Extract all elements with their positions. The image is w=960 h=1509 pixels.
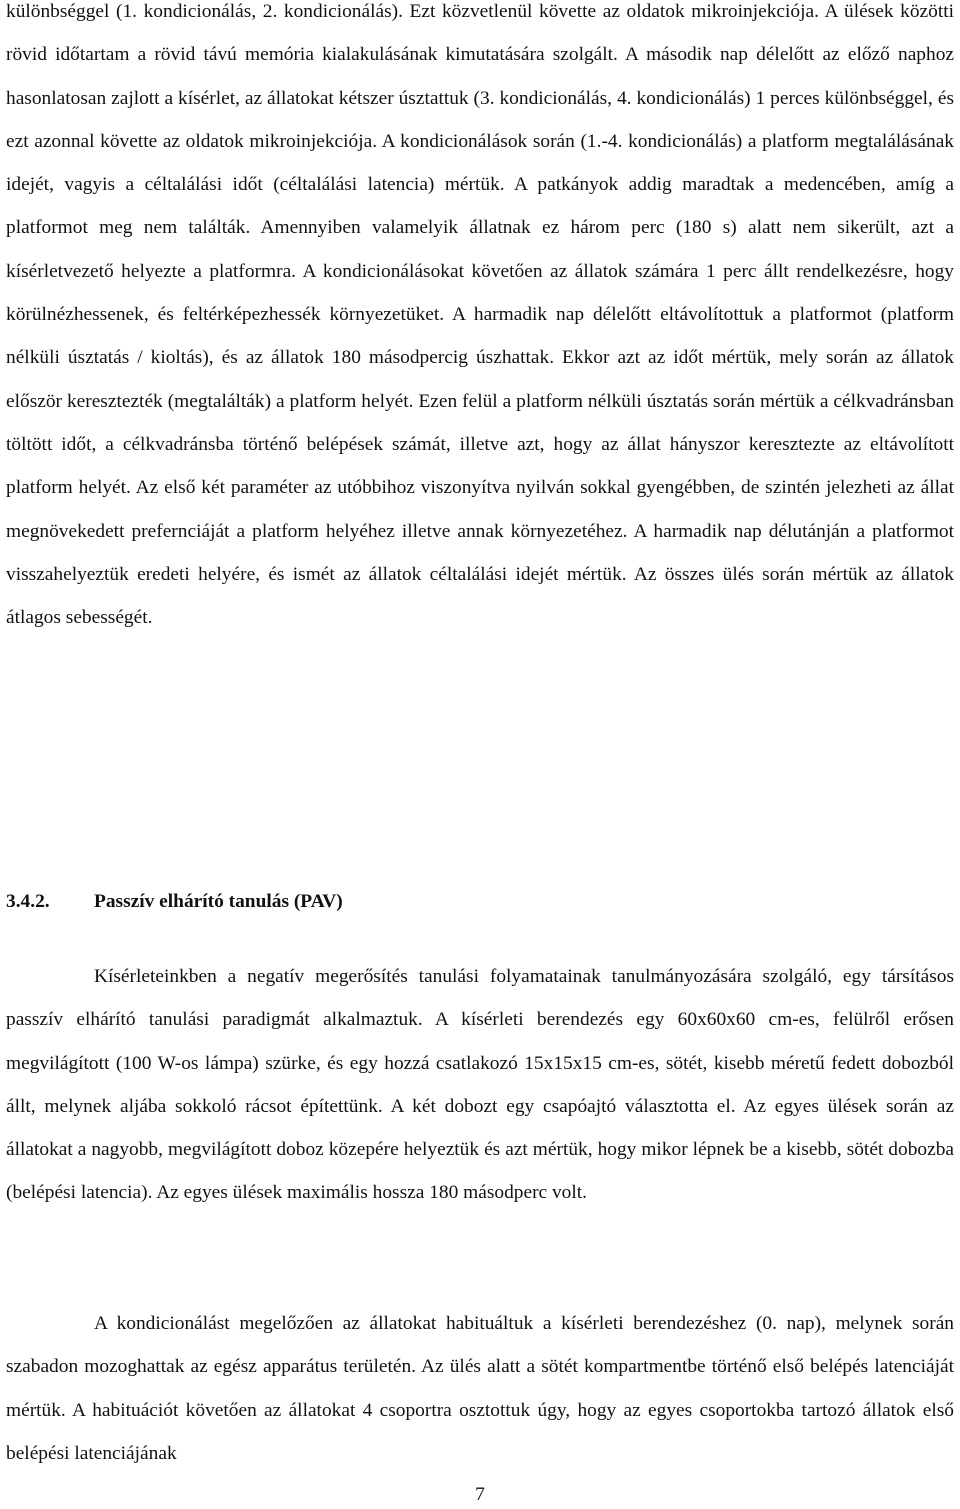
section-heading [6, 880, 343, 923]
body-paragraph: Kísérleteinkben a negatív megerősítés tanulási folyamatainak tanulmányozására szolgáló, egy társításos passzív elhárító tanulási paradigmát alkalmaztuk. A kísérleti berendezés egy 60x60x60 cm-es, felülről erősen megvilágított (100 W-os lámpa) szürke, és egy hozzá csatlakozó 15x15x15 cm-es, sötét, kisebb méretű fedett dobozból állt, melynek aljába sokkoló rácsot építettünk. A két dobozt egy csapóajtó választotta el. Az egyes ülések során az állatokat a nagyobb, megvilágított doboz közepére helyeztük és azt mértük, hogy mikor lépnek be a kisebb, sötét dobozba (belépési latencia). Az egyes ülések maximális hossza 180 másodperc volt. [6, 966, 954, 1204]
section-title: Passzív elhárító tanulás (PAV) [94, 891, 343, 912]
body-paragraph: A kondicionálást megelőzően az állatokat habituáltuk a kísérleti berendezéshez (0. nap), melynek során szabadon mozoghattak az egész apparátus területén. Az ülés alatt a sötét kompartmentbe történő első belépés latenciáját mértük. A habituációt követően az állatokat 4 csoportra osztottuk úgy, hogy az egyes csoportokba tartozó állatok első belépési latenciájának [6, 1313, 954, 1464]
section-number: 3.4.2. [6, 891, 50, 912]
body-paragraph: különbséggel (1. kondicionálás, 2. kondicionálás). Ezt közvetlenül követte az oldatok mikroinjekciója. A ülések közötti rövid időtartam a rövid távú memória kialakulásának kimutatására szolgált. A második nap délelőtt az előző naphoz hasonlatosan zajlott a kísérlet, az állatokat kétszer úsztattuk (3. kondicionálás, 4. kondicionálás) 1 perces különbséggel, és ezt azonnal követte az oldatok mikroinjekciója. A kondicionálások során (1.-4. kondicionálás) a platform megtalálásának idejét, vagyis a céltalálási időt (céltalálási latencia) mértük. A patkányok addig maradtak a medencében, amíg a platformot meg nem találták. Amennyiben valamelyik állatnak ez három perc (180 s) alatt nem sikerült, azt a kísérletvezető helyezte a platformra. A kondicionálásokat követően az állatok számára 1 perc állt rendelkezésre, hogy körülnézhessenek, és feltérképezhessék környezetüket. A harmadik nap délelőtt eltávolítottuk a platformot (platform nélküli úsztatás / kioltás), és az állatok 180 másodpercig úszhattak. Ekkor azt az időt mértük, mely során az állatok először keresztezték (megtalálták) a platform helyét. Ezen felül a platform nélküli úsztatás során mértük a célkvadránsban töltött időt, a célkvadránsba történő belépések számát, illetve azt, hogy az állat hányszor keresztezte az eltávolított platform helyét. Az első két paraméter az utóbbihoz viszonyítva nyilván sokkal gyengébben, de szintén jelezheti az állat megnövekedett prefernciáját a platform helyéhez illetve annak környezetéhez. A harmadik nap délutánján a platformot visszahelyeztük eredeti helyére, és ismét az állatok céltalálási idejét mértük. Az összes ülés során mértük az állatok átlagos sebességét. [6, 1, 954, 629]
page-number: 7 [475, 1484, 485, 1505]
